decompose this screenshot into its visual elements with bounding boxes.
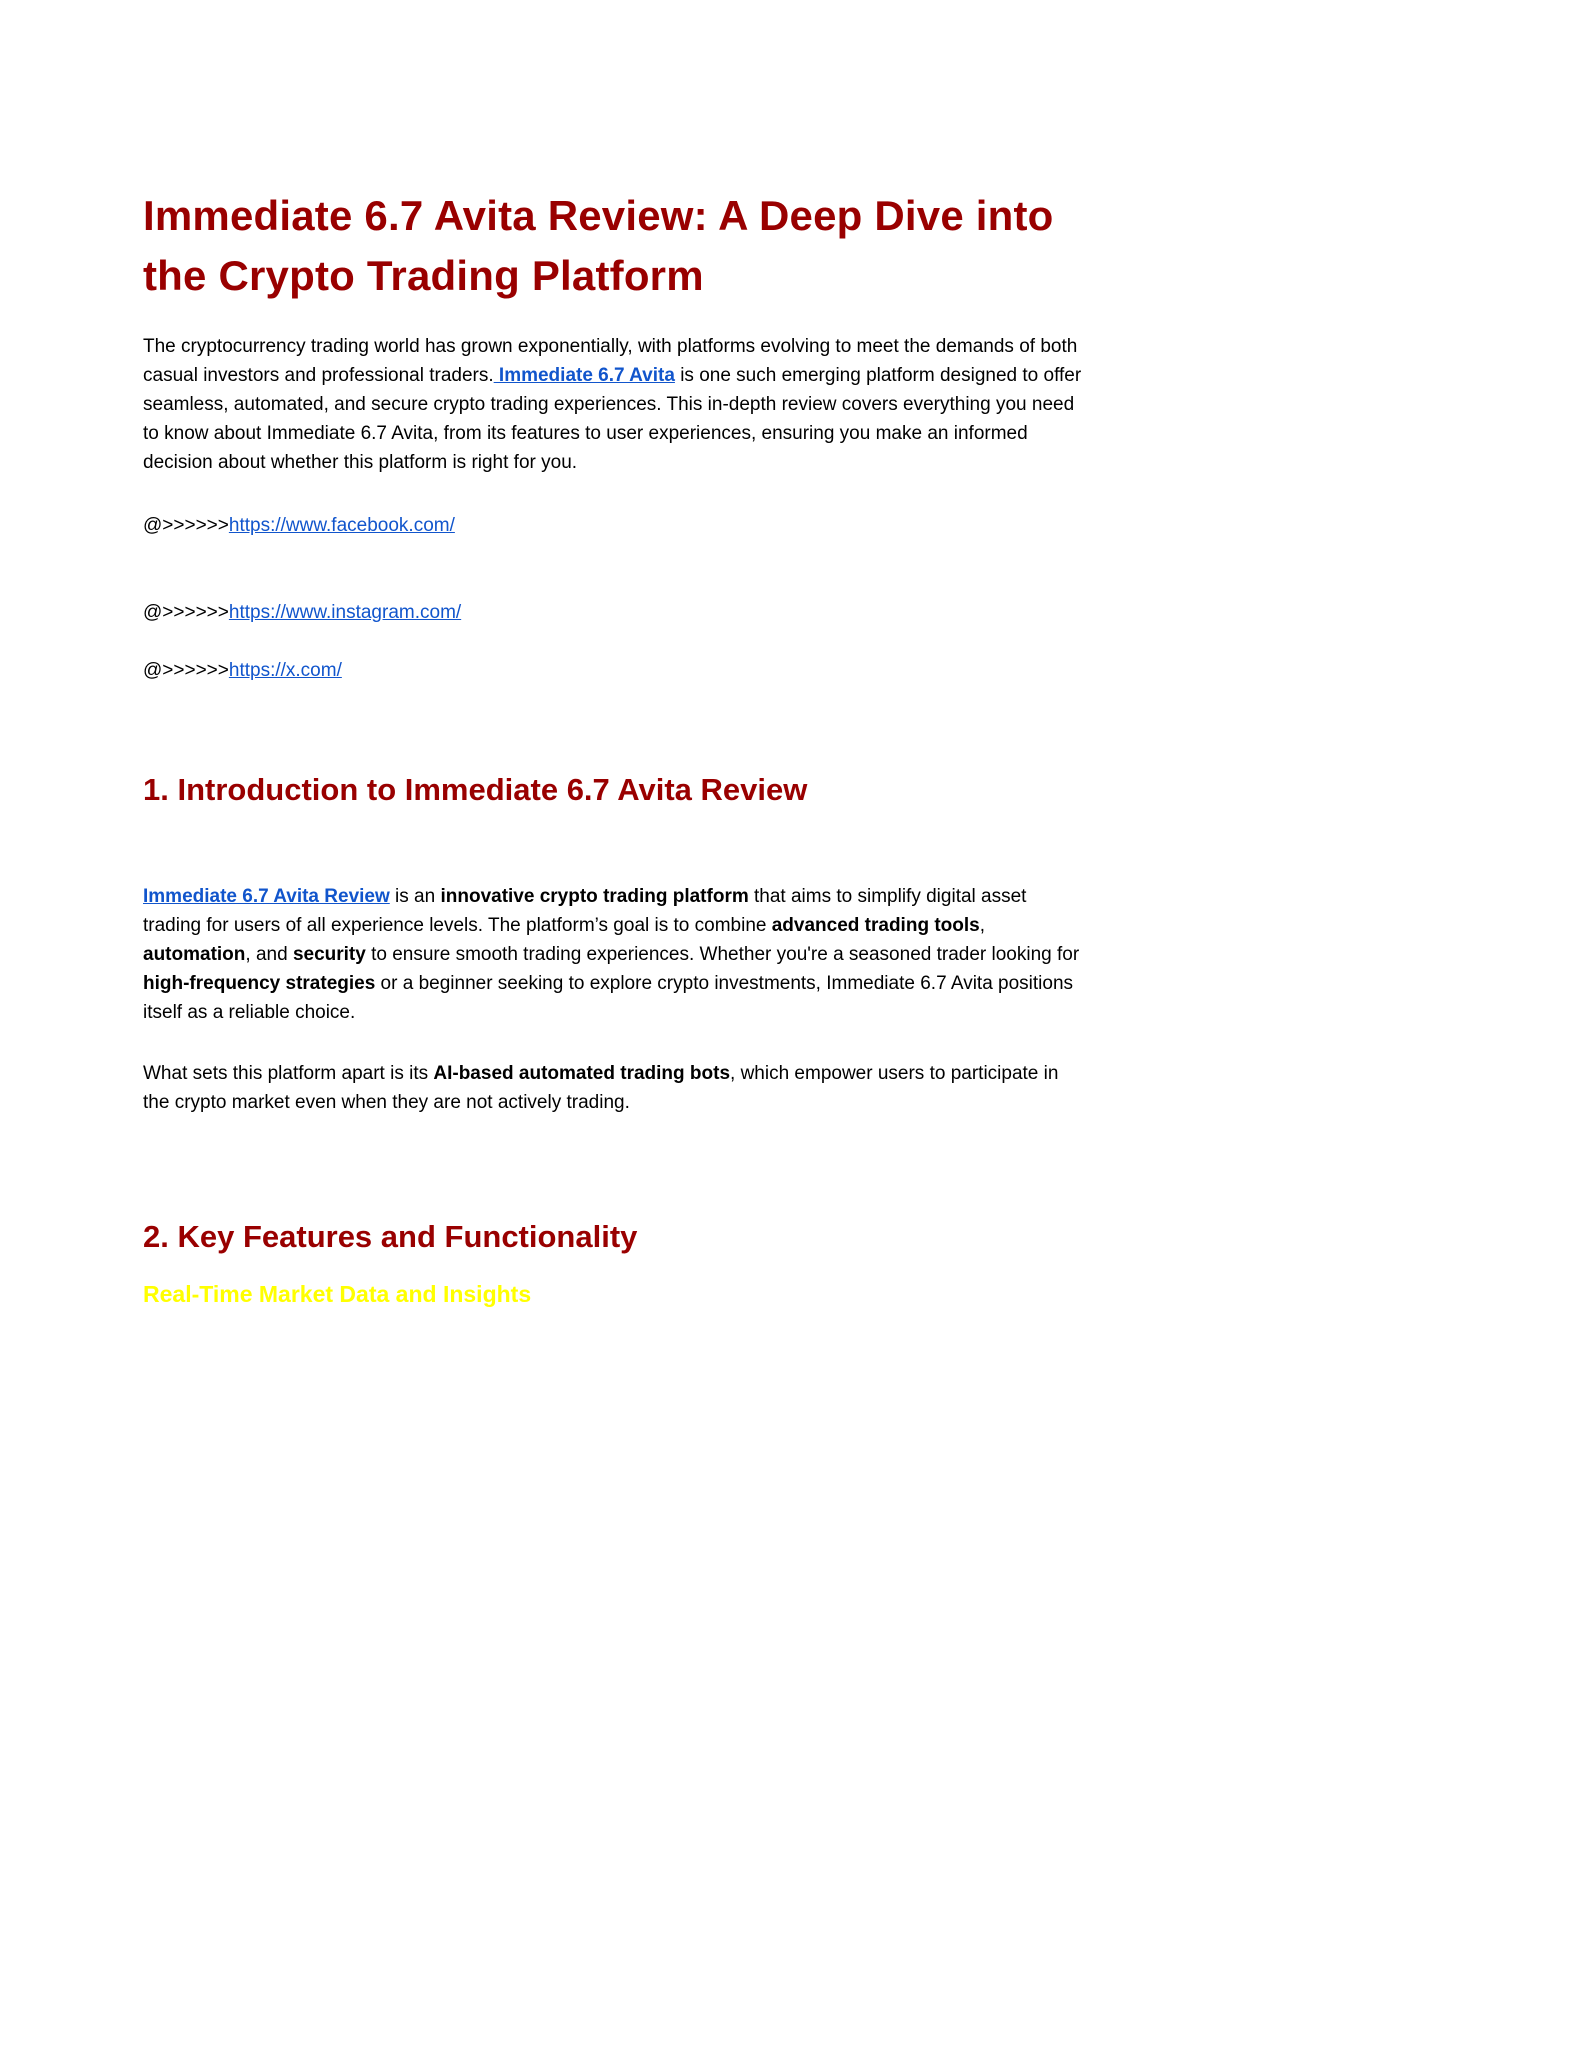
social-link-line-facebook xyxy=(143,511,1083,540)
subsection-heading-realtime-market-data: Real-Time Market Data and Insights xyxy=(143,1281,532,1307)
text-segment: is an xyxy=(389,886,441,907)
hyperlink[interactable]: https://www.facebook.com/ xyxy=(228,515,455,536)
text-segment: What sets this platform apart is its xyxy=(143,1063,434,1084)
text-segment: to ensure smooth trading experiences. Whether you're a seasoned trader looking for xyxy=(365,944,1080,965)
hyperlink[interactable]: https://www.instagram.com/ xyxy=(228,602,462,623)
document-title: Immediate 6.7 Avita Review: A Deep Dive into the Crypto Trading Platform xyxy=(143,192,1054,299)
section-1-paragraph-1 xyxy=(143,882,1083,1027)
section-2-heading: 2. Key Features and Functionality xyxy=(143,1219,638,1254)
text-segment: , xyxy=(979,915,985,936)
text-segment: automation xyxy=(143,944,246,965)
text-segment: @>>>>>> xyxy=(143,660,229,681)
social-link-line-instagram xyxy=(143,598,1083,627)
text-segment: @>>>>>> xyxy=(143,602,229,623)
section-1-heading: 1. Introduction to Immediate 6.7 Avita Review xyxy=(143,772,808,807)
text-segment: or a beginner seeking to explore crypto investments, Immediate 6.7 Avita positions itself as a reliable choice. xyxy=(143,973,1074,1023)
text-segment: high-frequency strategies xyxy=(143,973,376,994)
text-segment: @>>>>>> xyxy=(143,515,229,536)
text-segment: AI-based automated trading bots xyxy=(433,1063,731,1084)
hyperlink[interactable]: Immediate 6.7 Avita Review xyxy=(143,886,390,907)
section-1-paragraph-2 xyxy=(143,1059,1083,1117)
hyperlink[interactable]: https://x.com/ xyxy=(228,660,342,681)
text-segment: innovative crypto trading platform xyxy=(440,886,749,907)
document-content xyxy=(143,186,1083,1309)
social-link-line-x xyxy=(143,656,1083,685)
text-segment: security xyxy=(292,944,366,965)
intro-paragraph xyxy=(143,332,1083,477)
hyperlink[interactable]: Immediate 6.7 Avita xyxy=(493,365,675,386)
text-segment: , and xyxy=(245,944,293,965)
text-segment: , which empower users to participate in the crypto market even when they are not actively trading. xyxy=(143,1063,1059,1113)
text-segment: The cryptocurrency trading world has grown exponentially, with platforms evolving to meet the demands of both casual investors and professional traders. xyxy=(143,336,1078,386)
text-segment: is one such emerging platform designed to offer seamless, automated, and secure crypto trading experiences. This in-depth review covers everything you need to know about Immediate 6.7 Avita, from its features to user experiences, ensuring you make an informed decision about whether this platform is right for you. xyxy=(143,365,1082,473)
text-segment: advanced trading tools xyxy=(771,915,980,936)
text-segment: that aims to simplify digital asset trading for users of all experience levels. The platform’s goal is to combine xyxy=(143,886,1027,936)
